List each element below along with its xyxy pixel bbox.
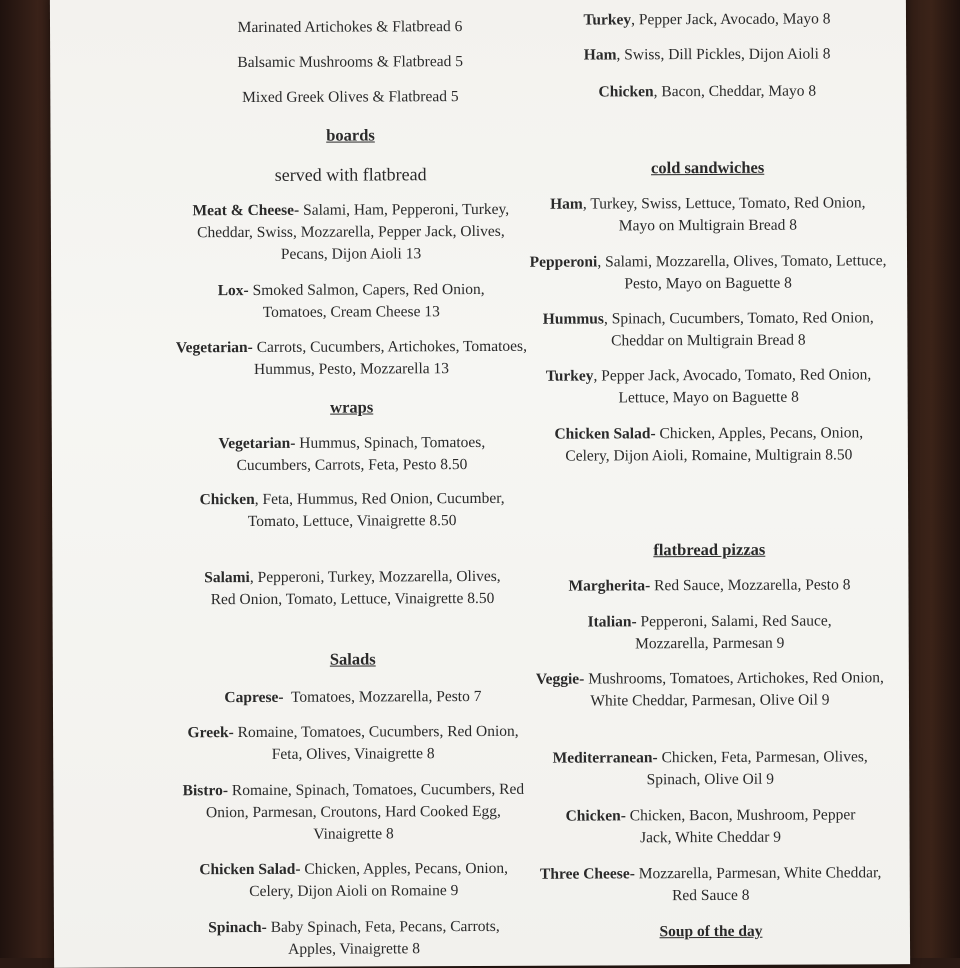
item-name: Pepperoni — [530, 253, 598, 270]
item-name: Meat & Cheese- — [192, 202, 299, 219]
item-description: , Salami, Mozzarella, Olives, Tomato, Lettuce, Pesto, Mayo on Baguette 8 — [597, 252, 886, 292]
menu-item — [161, 336, 541, 382]
item-description: Romaine, Tomatoes, Cucumbers, Red Onion, Feta, Olives, Vinaigrette 8 — [234, 723, 519, 763]
menu-item — [163, 779, 543, 847]
item-description: , Feta, Hummus, Red Onion, Cucumber, Tomato, Lettuce, Vinaigrette 8.50 — [248, 490, 505, 530]
item-description: Chicken, Apples, Pecans, Onion, Celery, Dijon Aioli on Romaine 9 — [249, 860, 508, 900]
menu-item — [515, 667, 905, 713]
menu-item — [515, 610, 905, 656]
menu-item — [161, 199, 541, 267]
section-heading-soup: Soup of the day — [516, 920, 906, 944]
menu-item — [515, 804, 905, 850]
menu-item: Marinated Artichokes & Flatbread 6 — [160, 16, 540, 40]
menu-item — [512, 43, 902, 67]
item-description: Romaine, Spinach, Tomatoes, Cucumbers, Red Onion, Parmesan, Croutons, Hard Cooked Egg, Vinaigrette 8 — [206, 781, 524, 843]
menu-item — [164, 858, 544, 904]
item-description: Salami, Ham, Pepperoni, Turkey, Cheddar, Swiss, Mozzarella, Pepper Jack, Olives, Pecans, Dijon Aioli 13 — [197, 201, 509, 263]
item-name: Bistro- — [183, 782, 228, 799]
section-heading-flatbread-pizzas: flatbread pizzas — [514, 538, 904, 562]
item-name: Spinach- — [208, 919, 267, 936]
menu-item — [164, 916, 544, 962]
item-description: , Pepperoni, Turkey, Mozzarella, Olives, Red Onion, Tomato, Lettuce, Vinaigrette 8.50 — [211, 568, 501, 608]
menu-item — [512, 8, 902, 32]
item-name: Italian- — [588, 613, 637, 630]
item-name: Ham — [550, 196, 583, 213]
item-description: Mushrooms, Tomatoes, Artichokes, Red Onion, White Cheddar, Parmesan, Olive Oil 9 — [584, 669, 884, 709]
item-name: Lox- — [218, 282, 249, 299]
item-description: Chicken, Apples, Pecans, Onion, Celery, Dijon Aioli, Romaine, Multigrain 8.50 — [565, 424, 863, 464]
item-name: Veggie- — [536, 671, 585, 688]
item-name: Turkey — [583, 11, 631, 28]
item-name: Greek- — [188, 724, 234, 741]
menu-item — [514, 364, 904, 410]
item-description: Smoked Salmon, Capers, Red Onion, Tomatoes, Cream Cheese 13 — [249, 281, 485, 321]
item-name: Vegetarian- — [218, 435, 295, 452]
menu-item — [162, 488, 542, 534]
item-description: Red Sauce, Mozzarella, Pesto 8 — [650, 576, 850, 594]
item-name: Caprese- — [224, 689, 283, 706]
menu-item — [514, 422, 904, 468]
item-name: Chicken Salad- — [554, 425, 655, 442]
item-name: Chicken — [200, 491, 255, 508]
menu-item: Balsamic Mushrooms & Flatbread 5 — [160, 51, 540, 75]
item-description: , Pepper Jack, Avocado, Tomato, Red Onion, Lettuce, Mayo on Baguette 8 — [593, 366, 871, 406]
menu-item — [512, 80, 902, 104]
section-heading-salads: Salads — [163, 648, 543, 672]
menu-item — [513, 192, 903, 238]
menu-item — [514, 574, 904, 598]
item-description: Carrots, Cucumbers, Artichokes, Tomatoes, Hummus, Pesto, Mozzarella 13 — [253, 338, 527, 378]
menu-sheet — [50, 0, 910, 968]
item-description: Tomatoes, Mozzarella, Pesto 7 — [284, 688, 482, 706]
item-name: Hummus — [543, 310, 604, 327]
menu-item — [163, 721, 543, 767]
item-name: Chicken Salad- — [199, 861, 300, 878]
item-description: Baby Spinach, Feta, Pecans, Carrots, Apples, Vinaigrette 8 — [267, 918, 500, 958]
item-name: Mediterranean- — [553, 749, 658, 766]
section-heading-boards: boards — [160, 124, 540, 148]
menu-item — [513, 307, 903, 353]
menu-item — [163, 686, 543, 710]
item-name: Salami — [204, 569, 250, 586]
item-name: Ham — [584, 46, 617, 63]
item-description: Mozzarella, Parmesan, White Cheddar, Red Sauce 8 — [635, 864, 882, 904]
menu-item — [162, 432, 542, 478]
item-description: , Bacon, Cheddar, Mayo 8 — [654, 83, 817, 101]
item-name: Vegetarian- — [176, 339, 253, 356]
boards-subheading: served with flatbread — [161, 163, 541, 187]
section-heading-cold-sandwiches: cold sandwiches — [513, 156, 903, 180]
item-name: Margherita- — [568, 577, 650, 594]
item-description: Chicken, Bacon, Mushroom, Pepper Jack, White Cheddar 9 — [626, 806, 856, 846]
menu-item — [516, 862, 906, 908]
item-description: Hummus, Spinach, Tomatoes, Cucumbers, Carrots, Feta, Pesto 8.50 — [237, 434, 486, 474]
item-description: , Swiss, Dill Pickles, Dijon Aioli 8 — [616, 45, 830, 63]
menu-item — [161, 279, 541, 325]
item-description: Pepperoni, Salami, Red Sauce, Mozzarella, Parmesan 9 — [635, 612, 832, 652]
item-description: , Pepper Jack, Avocado, Mayo 8 — [631, 10, 831, 28]
section-heading-wraps: wraps — [162, 396, 542, 420]
item-name: Turkey — [546, 368, 594, 385]
item-name: Chicken — [598, 83, 653, 100]
menu-item: Mixed Greek Olives & Flatbread 5 — [160, 86, 540, 110]
item-description: , Turkey, Swiss, Lettuce, Tomato, Red Onion, Mayo on Multigrain Bread 8 — [583, 194, 866, 234]
item-description: Chicken, Feta, Parmesan, Olives, Spinach, Olive Oil 9 — [647, 748, 868, 788]
menu-item — [162, 566, 542, 612]
item-description: , Spinach, Cucumbers, Tomato, Red Onion, Cheddar on Multigrain Bread 8 — [604, 309, 874, 349]
item-name: Three Cheese- — [540, 865, 635, 882]
menu-item — [515, 746, 905, 792]
menu-item — [513, 250, 903, 296]
item-name: Chicken- — [566, 807, 626, 824]
